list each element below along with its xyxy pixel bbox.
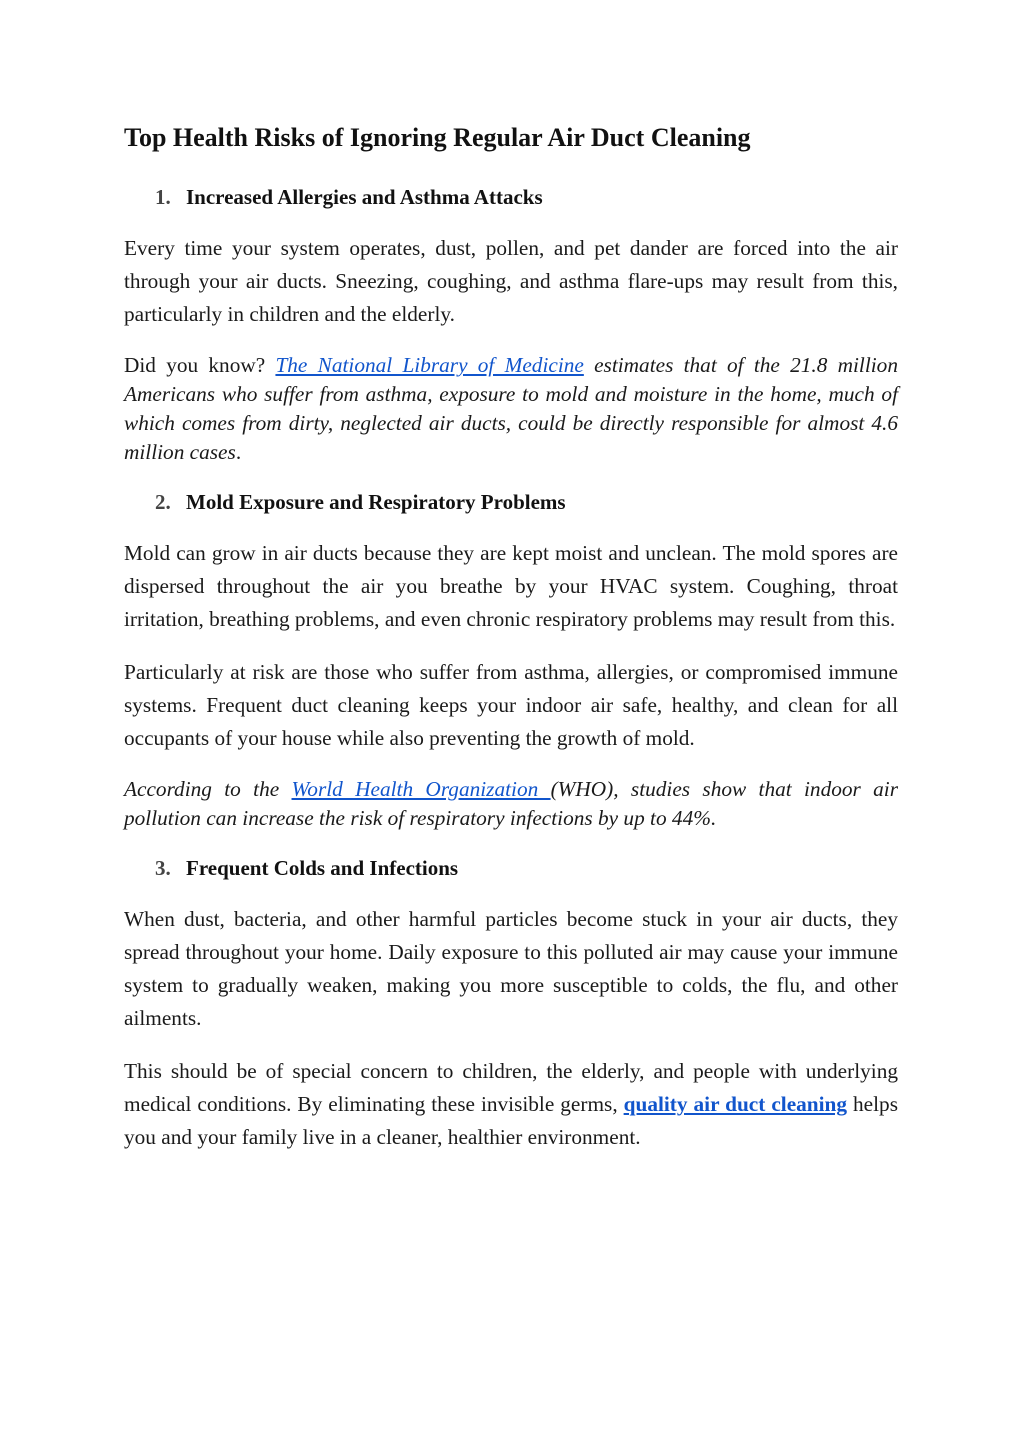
section-1-callout: [124, 351, 898, 467]
section-heading-text: Increased Allergies and Asthma Attacks: [186, 185, 543, 209]
national-library-of-medicine-link[interactable]: The National Library of Medicine: [275, 353, 584, 377]
paragraph-text-before: This should be of special concern to children, the elderly, and people with underlying medical conditions. By eliminating these invisible germs,: [124, 1059, 898, 1116]
section-heading-text: Mold Exposure and Respiratory Problems: [186, 490, 566, 514]
document-page: [124, 120, 898, 1174]
section-2-paragraph-2: Particularly at risk are those who suffer from asthma, allergies, or compromised immune systems. Frequent duct cleaning keeps your indoor air safe, healthy, and clean for all occupants of your house while also preventing the growth of mold.: [124, 660, 898, 750]
section-number: 1.: [155, 185, 171, 209]
callout-lead: According to the: [124, 777, 292, 801]
section-heading-3: [124, 853, 898, 883]
quality-air-duct-cleaning-link[interactable]: quality air duct cleaning: [623, 1092, 848, 1116]
callout-end: .: [235, 440, 242, 464]
world-health-organization-link[interactable]: World Health Organization: [291, 777, 551, 801]
section-number: 3.: [155, 856, 171, 880]
document-title: Top Health Risks of Ignoring Regular Air Duct Cleaning: [124, 123, 751, 152]
callout-text: estimates that of the 21.8 million Americans who suffer from asthma, exposure to mold and moisture in the home, much of which comes from dirty, neglected air ducts, could be directly responsible for almost 4.6 million cases: [124, 353, 898, 464]
section-1-paragraph-1: Every time your system operates, dust, pollen, and pet dander are forced into the air through your air ducts. Sneezing, coughing, and asthma flare-ups may result from this, particularly in children and the elderly.: [124, 236, 898, 326]
callout-lead: Did you know?: [124, 353, 276, 377]
section-3-paragraph-1: When dust, bacteria, and other harmful particles become stuck in your air ducts, they spread throughout your home. Daily exposure to this polluted air may cause your immune system to gradually weaken, making you more susceptible to colds, the flu, and other ailments.: [124, 907, 898, 1030]
section-3-paragraph-2: [124, 1055, 898, 1154]
callout-text: (WHO), studies show that indoor air pollution can increase the risk of respiratory infections by up to 44%.: [124, 777, 898, 830]
paragraph-text-after: helps you and your family live in a cleaner, healthier environment.: [124, 1092, 898, 1149]
section-2-callout: [124, 775, 898, 833]
section-heading-text: Frequent Colds and Infections: [186, 856, 459, 880]
section-2-paragraph-1: Mold can grow in air ducts because they are kept moist and unclean. The mold spores are dispersed throughout the air you breathe by your HVAC system. Coughing, throat irritation, breathing problems, and even chronic respiratory problems may result from this.: [124, 541, 898, 631]
section-heading-2: [124, 487, 898, 517]
section-heading-1: [124, 182, 898, 212]
section-number: 2.: [155, 490, 171, 514]
